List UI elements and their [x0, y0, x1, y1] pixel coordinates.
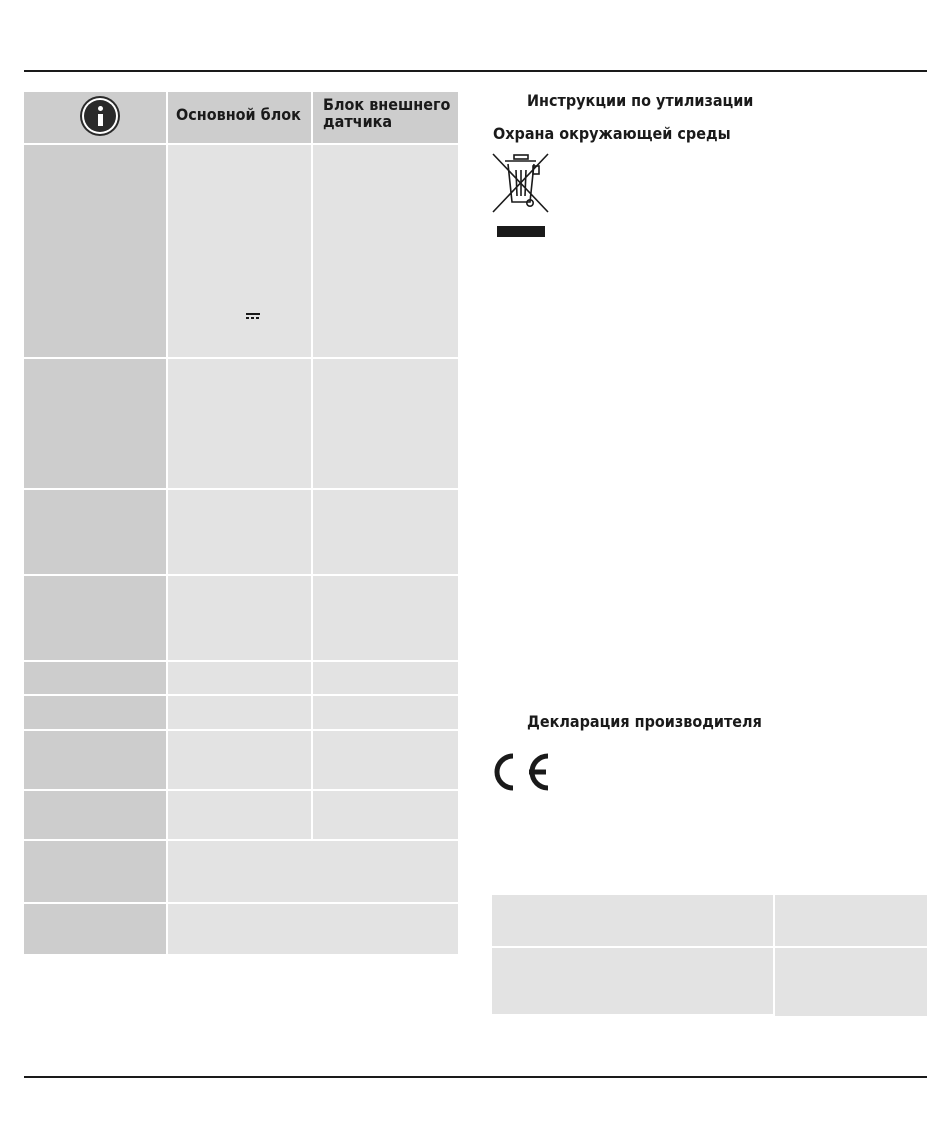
table-row — [24, 359, 458, 490]
header-info-cell — [24, 92, 168, 145]
table-row — [24, 841, 458, 904]
table-row — [492, 948, 927, 1018]
weee-bar — [497, 226, 545, 237]
table-row — [24, 731, 458, 791]
declaration-table — [492, 895, 927, 1018]
disposal-heading: Инструкции по утилизации — [527, 91, 754, 110]
table-row — [24, 904, 458, 956]
header-sensor-unit — [313, 92, 458, 145]
table-row — [24, 490, 458, 576]
dc-voltage-icon — [246, 313, 260, 319]
header-main-unit — [168, 92, 313, 145]
header-main-unit-label: Основной блок — [176, 105, 301, 124]
table-row — [492, 895, 927, 948]
header-sensor-unit-label: Блок внешнего датчика — [323, 95, 451, 131]
spec-table — [24, 92, 458, 956]
top-rule — [24, 70, 927, 72]
declaration-heading: Декларация производителя — [527, 712, 762, 731]
bottom-rule — [24, 1076, 927, 1078]
table-row — [24, 662, 458, 696]
table-row — [24, 696, 458, 731]
table-row — [24, 576, 458, 662]
table-row — [24, 145, 458, 359]
info-icon — [84, 100, 116, 132]
ce-mark-icon — [492, 752, 552, 792]
environment-subheading: Охрана окружающей среды — [493, 124, 731, 143]
spec-table-header — [24, 92, 458, 145]
table-row — [24, 791, 458, 841]
